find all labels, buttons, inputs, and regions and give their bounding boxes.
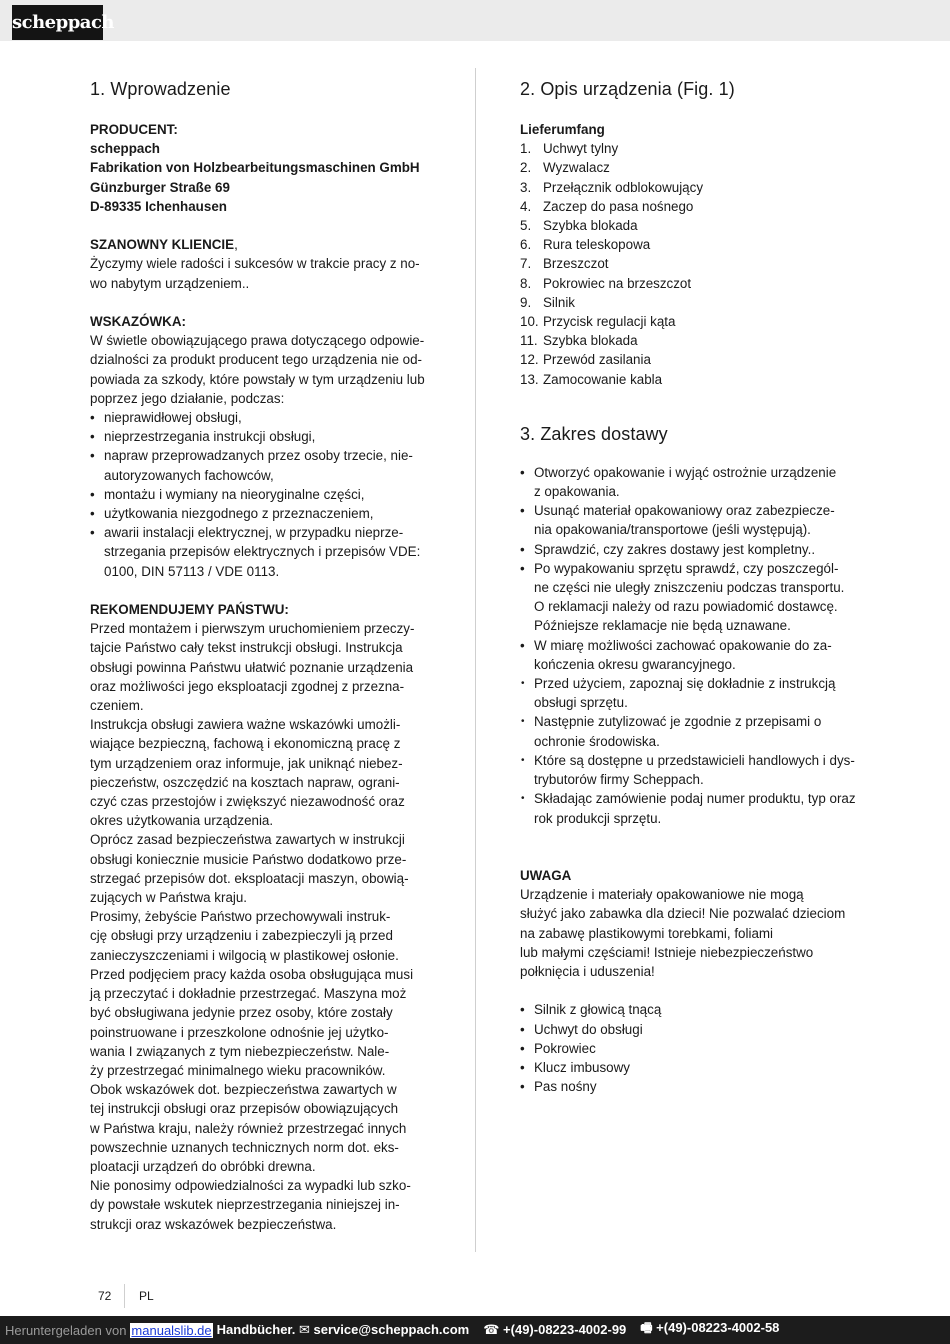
producer-line: Fabrikation von Holzbearbeitungsmaschinen GmbH bbox=[90, 160, 420, 176]
recommend-line: strukcji oraz wskazówek bezpieczeństwa. bbox=[90, 1216, 337, 1232]
info-list bbox=[520, 674, 860, 828]
contact-email: Handbücher. ✉ service@scheppach.com bbox=[216, 1322, 470, 1337]
list-item bbox=[520, 254, 860, 273]
list-item-text: 0100, DIN 57113 / VDE 0113. bbox=[104, 563, 280, 579]
recommend-line: Instrukcja obsługi zawiera ważne wskazówki umożli- bbox=[90, 717, 401, 733]
contact-phone: ☎ +(49)-08223-4002-99 bbox=[483, 1322, 627, 1337]
part-number: 10. bbox=[520, 314, 539, 330]
recommend-line: Przed montażem i pierwszym uruchomieniem przeczy- bbox=[90, 621, 415, 637]
recommend-line: czeniem. bbox=[90, 698, 144, 714]
producer-line: scheppach bbox=[90, 141, 160, 157]
list-item bbox=[520, 559, 860, 636]
list-item bbox=[520, 274, 860, 293]
recommend-line: ploatacji urządzeń do obróbki drewna. bbox=[90, 1158, 316, 1174]
list-item-text: autoryzowanych fachowców, bbox=[104, 467, 274, 483]
recommend-block bbox=[90, 600, 432, 1234]
list-item-text: • Sprawdzić, czy zakres dostawy jest kompletny.. bbox=[534, 541, 816, 557]
note-line: poprzez jego działanie, podczas: bbox=[90, 390, 285, 406]
producer-line: PRODUCENT: bbox=[90, 122, 178, 137]
warning-line: na zabawę plastikowymi torebkami, foliami bbox=[520, 925, 774, 941]
note-line: W świetle obowiązującego prawa dotyczącego odpowie- bbox=[90, 333, 425, 349]
list-item bbox=[520, 293, 860, 312]
list-item-text: • użytkowania niezgodnego z przeznaczeniem, bbox=[104, 506, 374, 522]
download-text: Heruntergeladen von bbox=[5, 1322, 127, 1338]
parts-list bbox=[520, 139, 860, 389]
part-number: 7. bbox=[520, 256, 532, 272]
list-item bbox=[520, 751, 860, 789]
producer-block bbox=[90, 120, 432, 216]
note-line: dzialności za produkt producent tego urządzenia nie od- bbox=[90, 352, 423, 368]
header-bar bbox=[0, 0, 950, 41]
list-item bbox=[520, 636, 860, 674]
left-column bbox=[90, 78, 432, 1234]
note-block bbox=[90, 312, 432, 581]
download-bar bbox=[0, 1316, 950, 1344]
recommend-line: czyć czas przestojów i zwiększyć niezawodność oraz bbox=[90, 794, 405, 810]
download-link[interactable]: manualslib.de bbox=[131, 1322, 212, 1338]
list-item-text: z opakowania. bbox=[534, 484, 620, 500]
list-item bbox=[520, 216, 860, 235]
part-name: Zamocowanie kabla bbox=[543, 371, 663, 387]
list-item-text: O reklamacji należy od razu powiadomić dostawcę. bbox=[534, 599, 838, 615]
list-item: • Silnik z głowicą tnącą bbox=[520, 1000, 860, 1019]
list-item bbox=[520, 540, 860, 559]
list-item-text: strzegania przepisów elektrycznych i przepisów VDE: bbox=[104, 544, 421, 560]
warning-line: służyć jako zabawka dla dzieci! Nie pozwalać dzieciom bbox=[520, 906, 846, 922]
list-item-text: • nieprzestrzegania instrukcji obsługi, bbox=[104, 429, 316, 445]
recommend-line: tym urządzeniem oraz informuje, jak uniknąć niebez- bbox=[90, 755, 403, 771]
scope-heading: Lieferumfang bbox=[520, 122, 605, 137]
part-name: Rura teleskopowa bbox=[543, 237, 651, 253]
section-title-introduction: 1. Wprowadzenie bbox=[90, 79, 231, 99]
list-item-text: • W miarę możliwości zachować opakowanie do za- bbox=[534, 637, 832, 653]
warning-line: lub małymi częściami! Istnieje niebezpieczeństwo bbox=[520, 944, 814, 960]
list-item-text: obsługi sprzętu. bbox=[534, 695, 628, 711]
list-item bbox=[520, 139, 860, 158]
page-number: 72 bbox=[98, 1289, 112, 1303]
greeting-comma: , bbox=[234, 237, 238, 253]
part-number: 2. bbox=[520, 160, 532, 176]
recommend-line: poinstruowane i przeszkolone odnośnie jej użytko- bbox=[90, 1024, 389, 1040]
section-title-delivery: 3. Zakres dostawy bbox=[520, 423, 668, 444]
brand-logo: scheppach bbox=[12, 5, 103, 40]
producer-line: Günzburger Straße 69 bbox=[90, 179, 230, 195]
recommend-line: Przed podjęciem pracy każda osoba obsługująca musi bbox=[90, 966, 414, 982]
part-number: 9. bbox=[520, 294, 532, 310]
list-item bbox=[520, 312, 860, 331]
part-number: 3. bbox=[520, 179, 532, 195]
recommend-line: dy powstałe wskutek nieprzestrzegania niniejszej in- bbox=[90, 1197, 400, 1213]
list-item-text: kończenia okresu gwarancyjnego. bbox=[534, 656, 736, 672]
recommend-line: obsługi koniecznie musicie Państwo dodatkowo prze- bbox=[90, 851, 407, 867]
list-item-text: ochronie środowiska. bbox=[534, 733, 660, 749]
list-item bbox=[520, 331, 860, 350]
list-item-text: ne części nie uległy zniszczeniu podczas transportu. bbox=[534, 580, 845, 596]
page-footer bbox=[98, 1284, 154, 1308]
recommend-line: wania I związanych z tym niebezpieczeństw. Nale- bbox=[90, 1043, 390, 1059]
recommend-line: tej instrukcji obsługi oraz przepisów obowiązujących bbox=[90, 1101, 399, 1117]
list-item bbox=[90, 523, 432, 581]
part-number: 1. bbox=[520, 141, 532, 157]
list-item-text: rok produkcji sprzętu. bbox=[534, 810, 662, 826]
list-item: • Klucz imbusowy bbox=[520, 1058, 860, 1077]
list-item bbox=[90, 427, 432, 446]
part-name: Szybka blokada bbox=[543, 218, 638, 234]
list-item-text: • nieprawidłowej obsługi, bbox=[104, 410, 242, 426]
greeting-line: Życzymy wiele radości i sukcesów w trakcie pracy z no- bbox=[90, 256, 420, 272]
right-column bbox=[520, 78, 860, 1097]
part-number: 6. bbox=[520, 237, 532, 253]
footer-divider bbox=[124, 1284, 125, 1308]
list-item bbox=[520, 235, 860, 254]
column-divider bbox=[475, 68, 476, 1252]
list-item bbox=[90, 504, 432, 523]
warning-line: połknięcia i uduszenia! bbox=[520, 964, 655, 980]
recommend-line: zanieczyszczeniami i wilgocią w plastikowej osłonie. bbox=[90, 947, 399, 963]
list-item bbox=[520, 674, 860, 712]
recommend-line: obsługi powinna Państwu ułatwić poznanie urządzenia bbox=[90, 659, 414, 675]
part-number: 5. bbox=[520, 218, 532, 234]
liability-list bbox=[90, 408, 432, 581]
warning-heading: UWAGA bbox=[520, 868, 572, 884]
warning-block bbox=[520, 866, 860, 981]
recommend-line: cję obsługi przy urządzeniu i zabezpieczyli ją przed bbox=[90, 928, 393, 944]
part-name: Zaczep do pasa nośnego bbox=[543, 198, 694, 214]
recommend-line: powszechnie uznanych technicznych norm dot. eks- bbox=[90, 1139, 399, 1155]
recommend-line: oraz możliwości jego eksploatacji zgodnej z przezna- bbox=[90, 678, 405, 694]
list-item-text: • Przed użyciem, zapoznaj się dokładnie z instrukcją bbox=[534, 676, 836, 692]
recommend-line: tajcie Państwo cały tekst instrukcji obsługi. Instrukcja bbox=[90, 640, 403, 656]
list-item-text: • Które są dostępne u przedstawicieli handlowych i dys- bbox=[534, 752, 855, 768]
list-item-text: • Następnie zutylizować je zgodnie z przepisami o bbox=[534, 714, 822, 730]
list-item-text: trybutorów firmy Scheppach. bbox=[534, 772, 704, 788]
list-item bbox=[520, 463, 860, 501]
list-item bbox=[520, 178, 860, 197]
list-item bbox=[520, 350, 860, 369]
part-name: Brzeszczot bbox=[543, 256, 609, 272]
list-item bbox=[520, 158, 860, 177]
delivery-list bbox=[520, 463, 860, 674]
part-name: Przełącznik odblokowujący bbox=[543, 179, 704, 195]
list-item-text: • Usunąć materiał opakowaniowy oraz zabezpiecze- bbox=[534, 503, 835, 519]
recommend-line: w Państwa kraju, należy również przestrzegać innych bbox=[90, 1120, 407, 1136]
producer-line: D-89335 Ichenhausen bbox=[90, 198, 227, 214]
recommend-line: okres użytkowania urządzenia. bbox=[90, 813, 274, 829]
part-name: Przewód zasilania bbox=[543, 352, 651, 368]
section-title-description: 2. Opis urządzenia (Fig. 1) bbox=[520, 79, 735, 99]
list-item-text: • awarii instalacji elektrycznej, w przypadku nieprze- bbox=[104, 525, 404, 541]
list-item-text: • Po wypakowaniu sprzętu sprawdź, czy poszczegól- bbox=[534, 560, 839, 576]
part-name: Uchwyt tylny bbox=[543, 141, 619, 157]
recommend-line: być obsługiwana jedynie przez osoby, które zostały bbox=[90, 1005, 393, 1021]
part-name: Pokrowiec na brzeszczot bbox=[543, 275, 692, 291]
list-item-text: • montażu i wymiany na nieoryginalne części, bbox=[104, 486, 365, 502]
recommend-line: strzegać przepisów dot. eksploatacji maszyn, obowią- bbox=[90, 870, 409, 886]
part-number: 12. bbox=[520, 352, 539, 368]
contact-fax: 🖷 +(49)-08223-4002-58 bbox=[640, 1320, 780, 1335]
part-number: 8. bbox=[520, 275, 532, 291]
recommend-line: ży przestrzegać minimalnego wieku pracowników. bbox=[90, 1062, 386, 1078]
list-item-text: • Składając zamówienie podaj numer produktu, typ oraz bbox=[534, 791, 856, 807]
recommend-line: Prosimy, żebyście Państwo przechowywali instruk- bbox=[90, 909, 391, 925]
greeting-line: wo nabytym urządzeniem.. bbox=[90, 275, 250, 291]
recommend-line: Nie ponosimy odpowiedzialności za wypadki lub szko- bbox=[90, 1178, 411, 1194]
greeting-block bbox=[90, 235, 432, 293]
list-item-text: nia opakowania/transportowe (jeśli występują). bbox=[534, 522, 811, 538]
list-item: • Pokrowiec bbox=[520, 1039, 860, 1058]
list-item bbox=[520, 370, 860, 389]
list-item-text: • napraw przeprowadzanych przez osoby trzecie, nie- bbox=[104, 448, 413, 464]
part-name: Silnik bbox=[543, 294, 575, 310]
greeting-heading: SZANOWNY KLIENCIE bbox=[90, 237, 235, 253]
included-items-list bbox=[520, 1000, 860, 1096]
recommend-line: zujących w Państwa kraju. bbox=[90, 890, 248, 906]
list-item bbox=[90, 446, 432, 484]
recommend-heading: REKOMENDUJEMY PAŃSTWU: bbox=[90, 602, 289, 618]
list-item: • Pas nośny bbox=[520, 1077, 860, 1096]
part-name: Przycisk regulacji kąta bbox=[543, 314, 676, 330]
part-number: 13. bbox=[520, 371, 539, 387]
list-item bbox=[520, 197, 860, 216]
language-code: PL bbox=[139, 1289, 154, 1303]
list-item bbox=[520, 712, 860, 750]
note-line: powiada za szkody, które powstały w tym urządzeniu lub bbox=[90, 371, 425, 387]
list-item bbox=[520, 501, 860, 539]
recommend-line: pieczeństw, oszczędzić na kosztach napraw, ograni- bbox=[90, 774, 400, 790]
list-item-text: • Otworzyć opakowanie i wyjąć ostrożnie urządzenie bbox=[534, 464, 837, 480]
list-item bbox=[520, 789, 860, 827]
list-item bbox=[90, 485, 432, 504]
recommend-line: ją przeczytać i dokładnie przestrzegać. Maszyna moż bbox=[90, 986, 407, 1002]
part-name: Szybka blokada bbox=[543, 333, 638, 349]
part-number: 4. bbox=[520, 198, 532, 214]
list-item: • Uchwyt do obsługi bbox=[520, 1020, 860, 1039]
recommend-line: wiające bezpieczną, fachową i ekonomiczną pracę z bbox=[90, 736, 401, 752]
recommend-line: Obok wskazówek dot. bezpieczeństwa zawartych w bbox=[90, 1082, 397, 1098]
warning-line: Urządzenie i materiały opakowaniowe nie mogą bbox=[520, 887, 804, 903]
list-item-text: Późniejsze reklamacje nie będą uznawane. bbox=[534, 618, 791, 634]
part-number: 11. bbox=[520, 333, 538, 349]
list-item bbox=[90, 408, 432, 427]
recommend-line: Oprócz zasad bezpieczeństwa zawartych w instrukcji bbox=[90, 832, 405, 848]
note-heading: WSKAZÓWKA: bbox=[90, 314, 186, 329]
part-name: Wyzwalacz bbox=[543, 160, 610, 176]
